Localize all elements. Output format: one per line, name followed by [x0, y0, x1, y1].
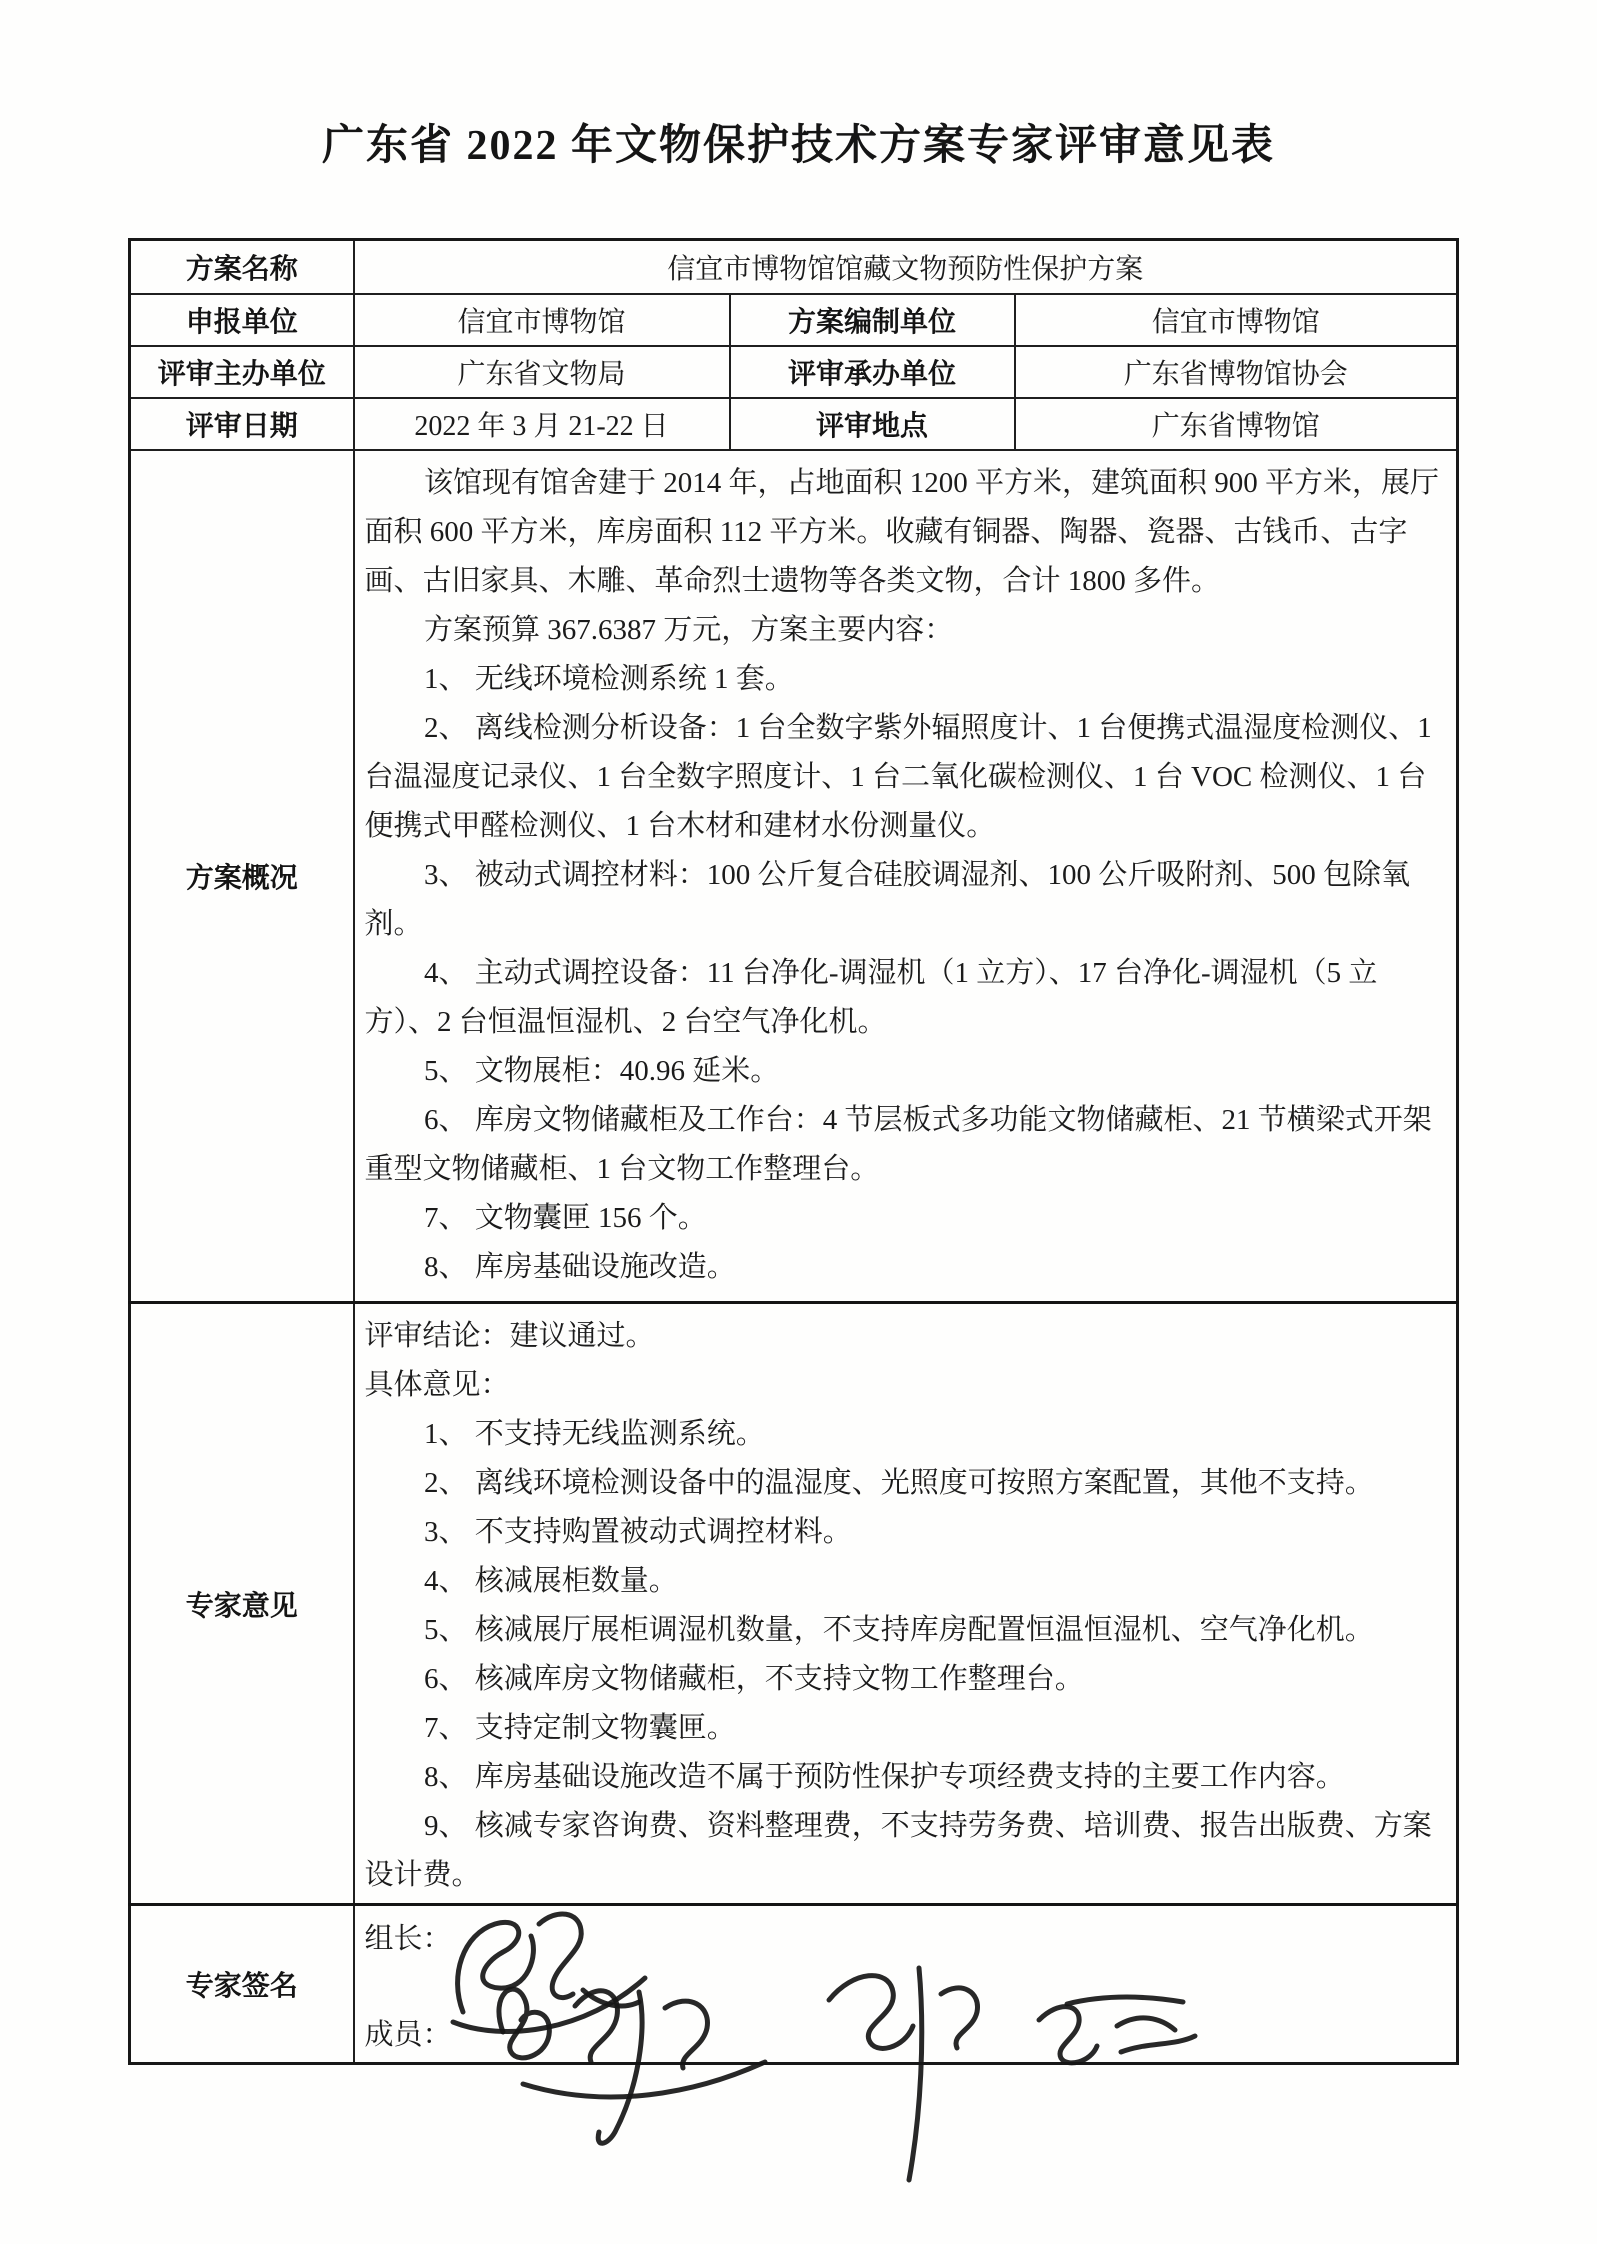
overview-paragraph: 3、 被动式调控材料：100 公斤复合硅胶调湿剂、100 公斤吸附剂、500 包除氧剂。 — [364, 859, 1410, 940]
opinion-item: 1、 不支持无线监测系统。 — [423, 1418, 765, 1450]
field-label-review-organizer: 评审承办单位 — [730, 346, 1015, 398]
field-value-plan-compiler: 信宜市博物馆 — [1015, 294, 1458, 346]
field-label-review-host: 评审主办单位 — [130, 346, 354, 398]
plan-overview-content — [354, 450, 1458, 1303]
member-handwritten-signatures — [467, 1934, 1287, 2204]
field-label-plan-name: 方案名称 — [130, 240, 354, 295]
opinion-item: 9、 核减专家咨询费、资料整理费，不支持劳务费、培训费、报告出版费、方案设计费。 — [364, 1810, 1432, 1891]
field-value-review-location: 广东省博物馆 — [1015, 398, 1458, 450]
overview-paragraph: 方案预算 367.6387 万元，方案主要内容： — [423, 614, 954, 646]
overview-paragraph: 2、 离线检测分析设备：1 台全数字紫外辐照度计、1 台便携式温湿度检测仪、1 台温湿度记录仪、1 台全数字照度计、1 台二氧化碳检测仪、1 台 VOC 检测仪、1 台便携式甲醛检测仪、1 台木材和建材水份测量仪。 — [364, 712, 1432, 842]
field-value-review-organizer: 广东省博物馆协会 — [1015, 346, 1458, 398]
row-applicant — [130, 294, 1458, 346]
overview-paragraph: 1、 无线环境检测系统 1 套。 — [423, 663, 794, 695]
opinion-item: 7、 支持定制文物囊匣。 — [423, 1712, 736, 1744]
field-value-plan-name: 信宜市博物馆馆藏文物预防性保护方案 — [354, 240, 1458, 295]
row-plan-name — [130, 240, 1458, 295]
page-title: 广东省 2022 年文物保护技术方案专家评审意见表 — [321, 123, 1275, 169]
leader-signature-label: 组长： — [364, 1923, 452, 1955]
review-conclusion: 评审结论：建议通过。 — [364, 1320, 655, 1352]
overview-paragraph: 该馆现有馆舍建于 2014 年，占地面积 1200 平方米，建筑面积 900 平方米，展厅面积 600 平方米，库房面积 112 平方米。收藏有铜器、陶器、瓷器、古钱币、古字画、古旧家具、木雕、革命烈士遗物等各类文物，合计 1800 多件。 — [364, 467, 1439, 597]
opinion-item: 2、 离线环境检测设备中的温湿度、光照度可按照方案配置，其他不支持。 — [423, 1467, 1374, 1499]
row-review-date-location — [130, 398, 1458, 450]
overview-paragraph: 7、 文物囊匣 156 个。 — [423, 1202, 707, 1234]
field-label-applicant: 申报单位 — [130, 294, 354, 346]
row-expert-opinions — [130, 1303, 1458, 1905]
expert-opinions-content — [354, 1303, 1458, 1905]
section-label-expert-signatures: 专家签名 — [130, 1905, 354, 2064]
opinion-item: 3、 不支持购置被动式调控材料。 — [423, 1516, 852, 1548]
opinion-item: 8、 库房基础设施改造不属于预防性保护专项经费支持的主要工作内容。 — [423, 1761, 1345, 1793]
field-label-review-location: 评审地点 — [730, 398, 1015, 450]
expert-signatures-content — [354, 1905, 1458, 2064]
field-label-review-date: 评审日期 — [130, 398, 354, 450]
members-signature-label: 成员： — [364, 2019, 452, 2051]
overview-paragraph: 8、 库房基础设施改造。 — [423, 1251, 736, 1283]
review-form-table — [128, 238, 1459, 2065]
field-value-review-date: 2022 年 3 月 21-22 日 — [354, 398, 730, 450]
section-label-plan-overview: 方案概况 — [130, 450, 354, 1303]
opinion-item: 6、 核减库房文物储藏柜，不支持文物工作整理台。 — [423, 1663, 1084, 1695]
opinion-item: 5、 核减展厅展柜调湿机数量，不支持库房配置恒温恒湿机、空气净化机。 — [423, 1614, 1374, 1646]
field-value-review-host: 广东省文物局 — [354, 346, 730, 398]
overview-paragraph: 4、 主动式调控设备：11 台净化-调湿机（1 立方）、17 台净化-调湿机（5 立方）、2 台恒温恒湿机、2 台空气净化机。 — [364, 957, 1378, 1038]
overview-paragraph: 6、 库房文物储藏柜及工作台：4 节层板式多功能文物储藏柜、21 节横梁式开架重型文物储藏柜、1 台文物工作整理台。 — [364, 1104, 1432, 1185]
row-expert-signatures — [130, 1905, 1458, 2064]
row-review-units — [130, 346, 1458, 398]
opinion-item: 4、 核减展柜数量。 — [423, 1565, 678, 1597]
detail-opinions-heading: 具体意见： — [364, 1369, 510, 1401]
row-plan-overview — [130, 450, 1458, 1303]
overview-paragraph: 5、 文物展柜：40.96 延米。 — [423, 1055, 780, 1087]
field-value-applicant: 信宜市博物馆 — [354, 294, 730, 346]
section-label-expert-opinions: 专家意见 — [130, 1303, 354, 1905]
field-label-plan-compiler: 方案编制单位 — [730, 294, 1015, 346]
